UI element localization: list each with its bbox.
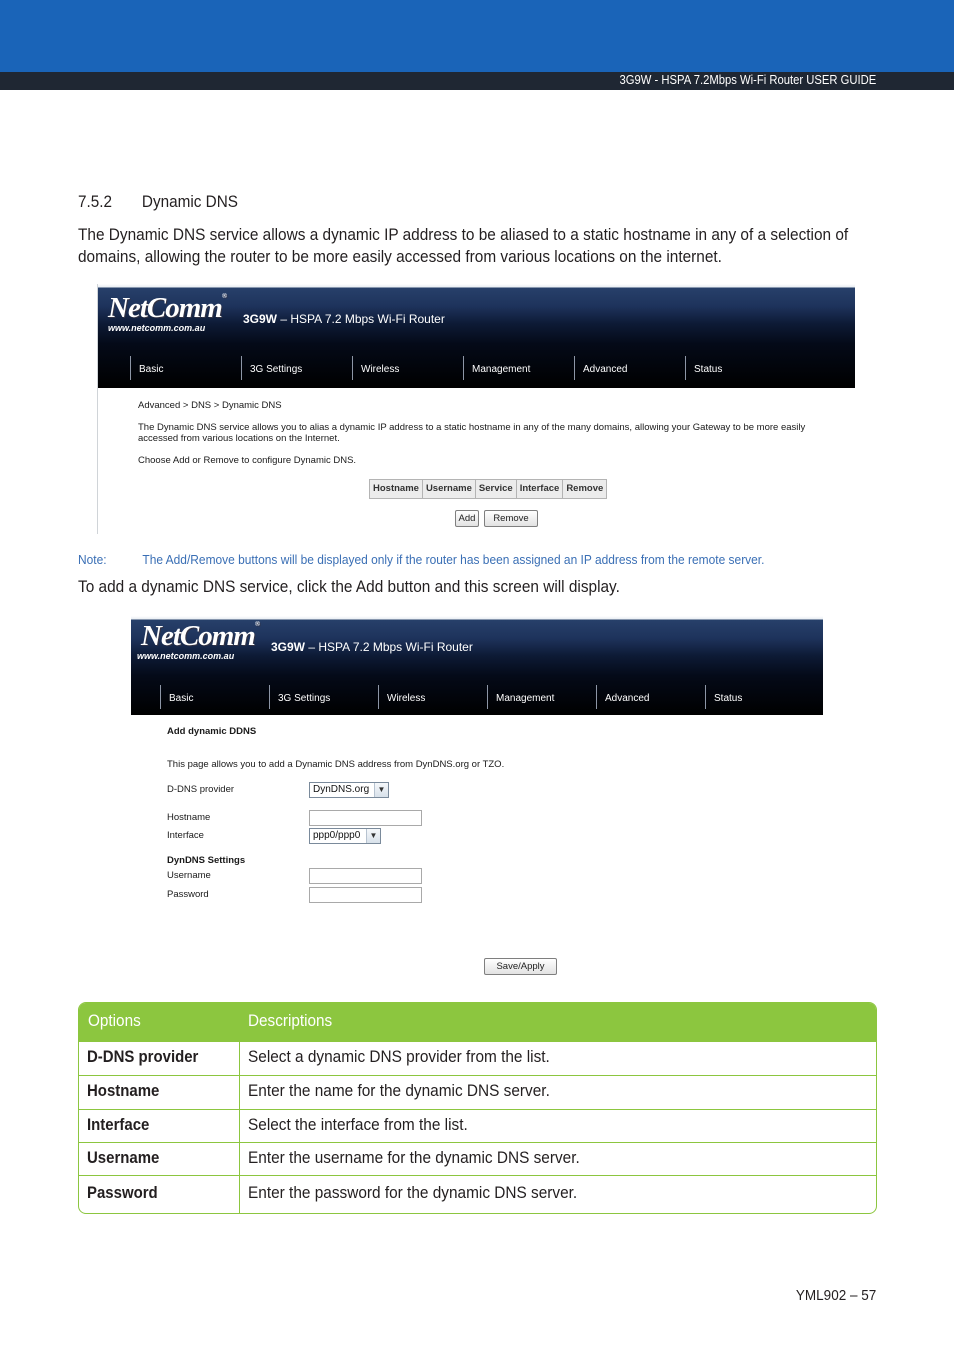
netcomm-url: www.netcomm.com.au bbox=[137, 651, 235, 661]
nav-advanced[interactable]: Advanced bbox=[596, 685, 649, 709]
add-ddns-description: This page allows you to add a Dynamic DNS address from DynDNS.org or TZO. bbox=[167, 759, 505, 770]
col-service: Service bbox=[476, 480, 517, 498]
password-label: Password bbox=[167, 889, 209, 900]
nav-3g-settings[interactable]: 3G Settings bbox=[269, 685, 330, 709]
router-header bbox=[131, 616, 823, 715]
ddns-description-line2: accessed from various locations on the Internet. bbox=[138, 433, 340, 444]
netcomm-url: www.netcomm.com.au bbox=[108, 323, 206, 333]
product-name: 3G9W – HSPA 7.2 Mbps Wi-Fi Router bbox=[271, 640, 473, 654]
username-input[interactable] bbox=[309, 868, 422, 884]
ddns-description-line1: The Dynamic DNS service allows you to alias a dynamic IP address to a static hostname in any of the many domains, allowing your Gateway to be more easily bbox=[138, 422, 806, 433]
router-nav bbox=[160, 685, 820, 709]
nav-management[interactable]: Management bbox=[487, 685, 554, 709]
save-apply-button[interactable]: Save/Apply bbox=[484, 958, 557, 975]
row-description: Select the interface from the list. bbox=[248, 1115, 468, 1134]
add-instruction: To add a dynamic DNS service, click the Add button and this screen will display. bbox=[78, 577, 620, 596]
username-label: Username bbox=[167, 870, 211, 881]
nav-status[interactable]: Status bbox=[685, 356, 722, 380]
hostname-input[interactable] bbox=[309, 810, 422, 826]
section-title: Dynamic DNS bbox=[141, 192, 238, 211]
add-dynamic-ddns-screenshot bbox=[131, 616, 823, 981]
header-descriptions: Descriptions bbox=[248, 1011, 333, 1030]
guide-title: 3G9W - HSPA 7.2Mbps Wi-Fi Router USER GUIDE bbox=[619, 73, 876, 87]
section-number: 7.5.2 bbox=[78, 192, 113, 211]
nav-basic[interactable]: Basic bbox=[160, 685, 193, 709]
remove-button[interactable]: Remove bbox=[484, 510, 538, 527]
add-ddns-title: Add dynamic DDNS bbox=[167, 726, 257, 737]
note bbox=[78, 552, 764, 567]
password-input[interactable] bbox=[309, 887, 422, 903]
row-description: Select a dynamic DNS provider from the list. bbox=[248, 1047, 550, 1066]
nav-3g-settings[interactable]: 3G Settings bbox=[241, 356, 302, 380]
row-option: D-DNS provider bbox=[87, 1047, 199, 1066]
ddns-table-header bbox=[369, 479, 607, 499]
dyndns-settings-heading: DynDNS Settings bbox=[167, 855, 246, 866]
netcomm-logo: NetComm® bbox=[141, 620, 260, 652]
options-table-header bbox=[79, 1003, 876, 1041]
nav-advanced[interactable]: Advanced bbox=[574, 356, 627, 380]
section-heading bbox=[78, 192, 238, 212]
table-row bbox=[79, 1109, 876, 1143]
header-options: Options bbox=[88, 1011, 141, 1030]
note-text: The Add/Remove buttons will be displayed only if the router has been assigned an IP address from the remote server. bbox=[142, 552, 765, 567]
table-row bbox=[79, 1041, 876, 1075]
interface-select[interactable] bbox=[309, 828, 381, 844]
breadcrumb: Advanced > DNS > Dynamic DNS bbox=[138, 400, 282, 411]
router-nav bbox=[130, 356, 830, 380]
interface-value: ppp0/ppp0 bbox=[313, 830, 361, 841]
provider-value: DynDNS.org bbox=[313, 784, 370, 795]
table-row bbox=[79, 1175, 876, 1213]
row-description: Enter the password for the dynamic DNS server. bbox=[248, 1183, 578, 1202]
router-header bbox=[98, 284, 855, 388]
col-hostname: Hostname bbox=[370, 480, 423, 498]
guide-title-bar bbox=[0, 72, 954, 90]
note-label: Note: bbox=[78, 552, 107, 567]
hostname-label: Hostname bbox=[167, 812, 211, 823]
options-table bbox=[78, 1002, 877, 1214]
provider-label: D-DNS provider bbox=[167, 784, 235, 795]
row-description: Enter the name for the dynamic DNS server. bbox=[248, 1081, 550, 1100]
nav-wireless[interactable]: Wireless bbox=[352, 356, 399, 380]
row-option: Interface bbox=[87, 1115, 150, 1134]
section-intro: The Dynamic DNS service allows a dynamic IP address to be aliased to a static hostname in any of a selection of domains, allowing the router to be more easily accessed from various locations on the internet. bbox=[78, 225, 849, 266]
page-header-band bbox=[0, 0, 954, 72]
nav-status[interactable]: Status bbox=[705, 685, 742, 709]
col-remove: Remove bbox=[566, 483, 604, 494]
row-option: Hostname bbox=[87, 1081, 160, 1100]
chevron-down-icon: ▼ bbox=[374, 783, 388, 797]
nav-wireless[interactable]: Wireless bbox=[378, 685, 425, 709]
nav-basic[interactable]: Basic bbox=[130, 356, 163, 380]
provider-select[interactable] bbox=[309, 782, 389, 798]
nav-management[interactable]: Management bbox=[463, 356, 530, 380]
col-interface: Interface bbox=[517, 480, 564, 498]
row-description: Enter the username for the dynamic DNS server. bbox=[248, 1148, 580, 1167]
netcomm-logo: NetComm® bbox=[108, 292, 227, 324]
ddns-instruction: Choose Add or Remove to configure Dynamic DNS. bbox=[138, 455, 357, 466]
add-button[interactable]: Add bbox=[455, 510, 479, 527]
table-row bbox=[79, 1142, 876, 1176]
chevron-down-icon: ▼ bbox=[366, 829, 380, 843]
dynamic-dns-screenshot bbox=[97, 284, 855, 534]
interface-label: Interface bbox=[167, 830, 204, 841]
row-option: Username bbox=[87, 1148, 160, 1167]
table-row bbox=[79, 1075, 876, 1109]
row-option: Password bbox=[87, 1183, 158, 1202]
product-name: 3G9W – HSPA 7.2 Mbps Wi-Fi Router bbox=[243, 312, 445, 326]
col-username: Username bbox=[423, 480, 476, 498]
page-footer: YML902 – 57 bbox=[795, 1287, 876, 1304]
